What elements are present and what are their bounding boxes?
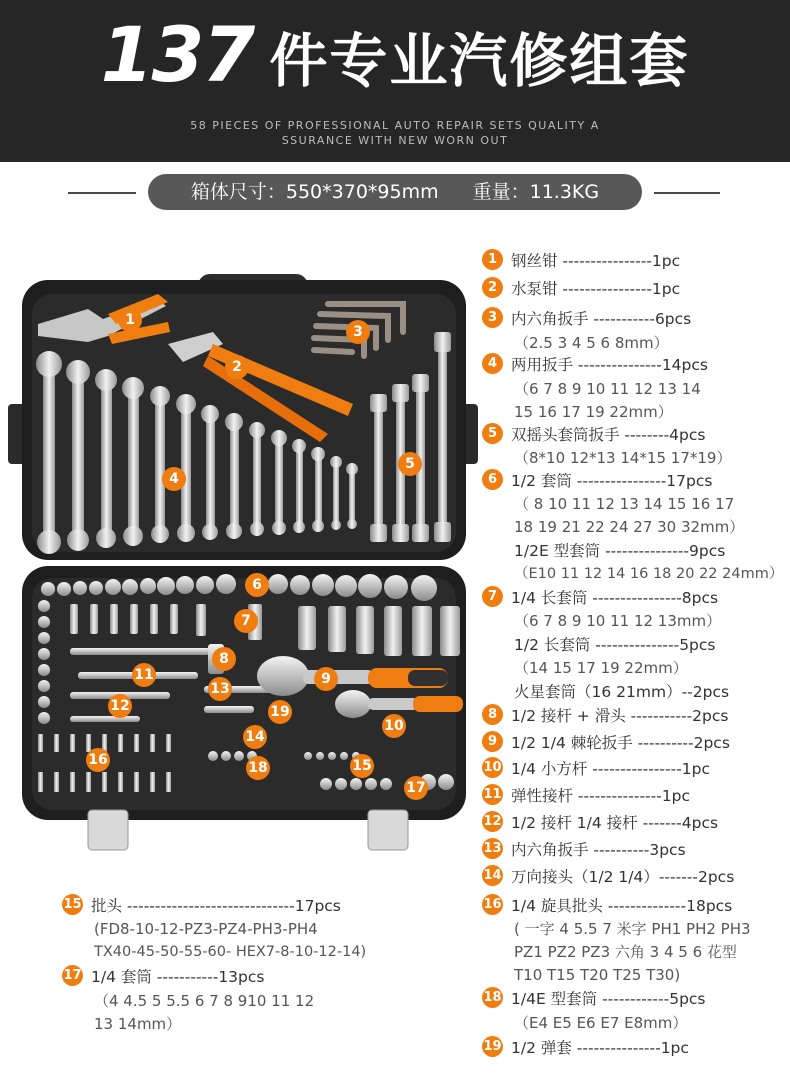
marker-6: 6 xyxy=(245,573,269,597)
case-hinge-left xyxy=(88,810,128,850)
marker-8: 8 xyxy=(212,647,236,671)
badge-3: 3 xyxy=(482,307,503,328)
legend-text-16: 1/4 旋具批头 --------------18pcs xyxy=(511,897,733,915)
legend-item-14 xyxy=(482,866,734,889)
marker-16: 16 xyxy=(86,748,110,772)
legend-extra-6-detail: （E10 11 12 14 16 18 20 22 24mm） xyxy=(514,566,784,582)
badge-11: 11 xyxy=(482,784,503,805)
badge-14: 14 xyxy=(482,865,503,886)
badge-1: 1 xyxy=(482,249,503,270)
legend-text-14: 万向接头（1/2 1/4）-------2pcs xyxy=(511,868,735,886)
legend-item-1 xyxy=(482,250,680,273)
case-size: 箱体尺寸：550*370*95mm xyxy=(190,181,439,203)
legend-text-19: 1/2 弹套 ---------------1pc xyxy=(511,1039,689,1057)
title-number: 137 xyxy=(100,10,254,99)
legend-detail-15a: (FD8-10-12-PZ3-PZ4-PH3-PH4 xyxy=(94,920,318,938)
badge-9: 9 xyxy=(482,731,503,752)
legend-text-3: 内六角扳手 -----------6pcs xyxy=(511,310,692,328)
marker-2: 2 xyxy=(225,355,249,379)
badge-5: 5 xyxy=(482,423,503,444)
marker-14: 14 xyxy=(243,725,267,749)
marker-12: 12 xyxy=(108,694,132,718)
legend-item-19 xyxy=(482,1037,689,1060)
title-text: 件专业汽修组套 xyxy=(269,27,690,95)
toolbox-image xyxy=(8,244,478,858)
specs-badge xyxy=(148,174,642,210)
legend-text-2: 水泵钳 ----------------1pc xyxy=(511,280,681,298)
subtitle-line-1: 58 PIECES OF PROFESSIONAL AUTO REPAIR SETS QUALITY A xyxy=(190,119,600,132)
legend-text-12: 1/2 接杆 1/4 接杆 -------4pcs xyxy=(511,814,719,832)
legend-detail-16c: T10 T15 T20 T25 T30) xyxy=(514,966,681,984)
legend-item-11 xyxy=(482,785,690,808)
page-title xyxy=(0,10,790,99)
marker-4: 4 xyxy=(162,467,186,491)
marker-17: 17 xyxy=(404,776,428,800)
case-hinge-right xyxy=(368,810,408,850)
legend-item-6 xyxy=(482,470,712,493)
legend-extra2-7: 火星套筒（16 21mm）--2pcs xyxy=(514,683,730,701)
legend-text-6: 1/2 套筒 ----------------17pcs xyxy=(511,472,713,490)
marker-18: 18 xyxy=(246,756,270,780)
legend-item-4 xyxy=(482,354,708,377)
legend-item-9 xyxy=(482,732,730,755)
subtitle xyxy=(180,118,610,148)
legend-detail-6a: （ 8 10 11 12 13 14 15 16 17 xyxy=(514,495,735,513)
badge-12: 12 xyxy=(482,811,503,832)
legend-text-1: 钢丝钳 ----------------1pc xyxy=(511,252,681,270)
marker-19: 19 xyxy=(268,700,292,724)
legend-detail-18: （E4 E5 E6 E7 E8mm） xyxy=(514,1014,688,1032)
badge-6: 6 xyxy=(482,469,503,490)
legend-item-13 xyxy=(482,839,686,862)
legend-text-7: 1/4 长套筒 ----------------8pcs xyxy=(511,589,719,607)
legend-item-5 xyxy=(482,424,705,447)
badge-19: 19 xyxy=(482,1036,503,1057)
badge-4: 4 xyxy=(482,353,503,374)
divider-left xyxy=(68,192,136,194)
legend-extra-7: 1/2 长套筒 ---------------5pcs xyxy=(514,636,716,654)
badge-8: 8 xyxy=(482,704,503,725)
legend-detail-17a: （4 4.5 5 5.5 6 7 8 910 11 12 xyxy=(94,992,315,1010)
legend-text-9: 1/2 1/4 棘轮扳手 ----------2pcs xyxy=(511,734,730,752)
legend-item-12 xyxy=(482,812,718,835)
marker-13: 13 xyxy=(208,677,232,701)
legend-detail-5: （8*10 12*13 14*15 17*19） xyxy=(514,449,732,467)
legend-extra-6: 1/2E 型套筒 ---------------9pcs xyxy=(514,542,726,560)
legend-text-15: 批头 ------------------------------17pcs xyxy=(91,897,341,915)
legend-text-11: 弹性接杆 ---------------1pc xyxy=(511,787,691,805)
legend-text-13: 内六角扳手 ----------3pcs xyxy=(511,841,686,859)
legend-text-8: 1/2 接杆 + 滑头 -----------2pcs xyxy=(511,707,729,725)
marker-3: 3 xyxy=(346,320,370,344)
marker-5: 5 xyxy=(398,452,422,476)
legend-item-15 xyxy=(62,895,341,918)
divider-right xyxy=(654,192,720,194)
marker-7: 7 xyxy=(234,609,258,633)
badge-18: 18 xyxy=(482,987,503,1008)
badge-17: 17 xyxy=(62,965,83,986)
marker-10: 10 xyxy=(382,714,406,738)
badge-15: 15 xyxy=(62,894,83,915)
legend-detail-3: （2.5 3 4 5 6 8mm） xyxy=(514,334,669,352)
badge-7: 7 xyxy=(482,586,503,607)
legend-item-8 xyxy=(482,705,728,728)
legend-detail-4a: （6 7 8 9 10 11 12 13 14 xyxy=(514,380,701,398)
legend-extra-7-detail: （14 15 17 19 22mm） xyxy=(514,659,688,677)
subtitle-line-2: SSURANCE WITH NEW WORN OUT xyxy=(281,134,509,147)
legend-text-5: 双摇头套筒扳手 --------4pcs xyxy=(511,426,706,444)
marker-1: 1 xyxy=(118,308,142,332)
marker-9: 9 xyxy=(314,667,338,691)
marker-11: 11 xyxy=(132,663,156,687)
legend-item-7 xyxy=(482,587,718,610)
legend-text-18: 1/4E 型套筒 ------------5pcs xyxy=(511,990,706,1008)
legend-item-17 xyxy=(62,966,264,989)
legend-item-3 xyxy=(482,308,691,331)
case-weight: 重量：11.3KG xyxy=(472,181,600,203)
legend-detail-4b: 15 16 17 19 22mm） xyxy=(514,403,673,421)
legend-detail-17b: 13 14mm） xyxy=(94,1015,182,1033)
legend-detail-15b: TX40-45-50-55-60- HEX7-8-10-12-14) xyxy=(94,944,367,960)
legend-item-10 xyxy=(482,758,710,781)
legend-detail-7: （6 7 8 9 10 11 12 13mm） xyxy=(514,612,722,630)
legend-text-4: 两用扳手 ---------------14pcs xyxy=(511,356,708,374)
badge-13: 13 xyxy=(482,838,503,859)
legend-detail-6b: 18 19 21 22 24 27 30 32mm） xyxy=(514,518,745,536)
marker-15: 15 xyxy=(350,754,374,778)
legend-text-10: 1/4 小方杆 ----------------1pc xyxy=(511,760,711,778)
badge-16: 16 xyxy=(482,894,503,915)
badge-10: 10 xyxy=(482,757,503,778)
legend-item-18 xyxy=(482,988,706,1011)
legend-item-2 xyxy=(482,278,680,301)
legend-detail-16a: ( 一字 4 5.5 7 米字 PH1 PH2 PH3 xyxy=(514,920,751,938)
badge-2: 2 xyxy=(482,277,503,298)
legend-text-17: 1/4 套筒 -----------13pcs xyxy=(91,968,265,986)
legend-detail-16b: PZ1 PZ2 PZ3 六角 3 4 5 6 花型 xyxy=(514,943,737,961)
legend-item-16 xyxy=(482,895,732,918)
header-banner xyxy=(0,0,790,162)
